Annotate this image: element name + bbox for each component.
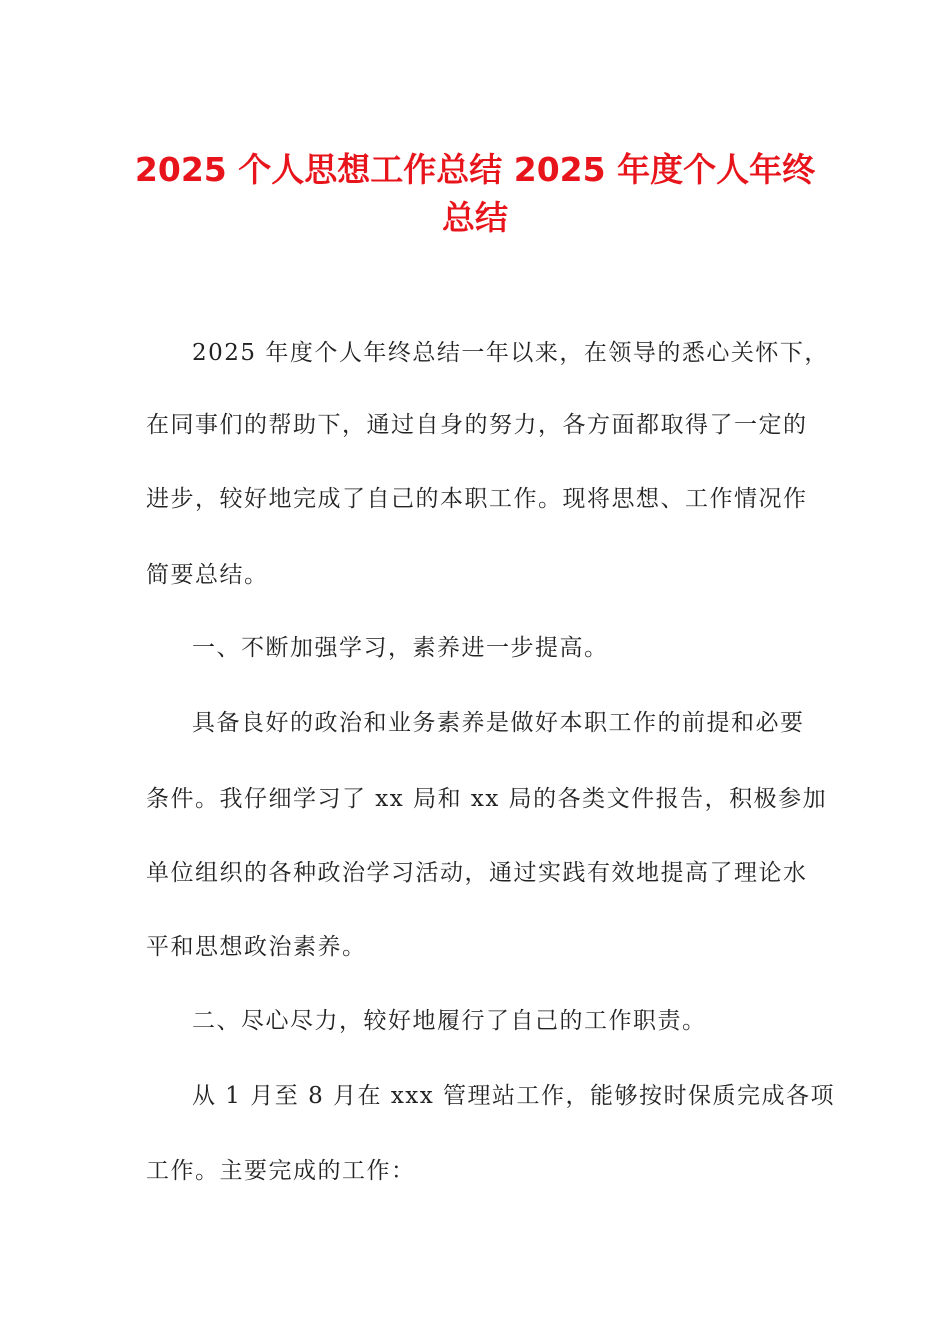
section-heading-2: 二、尽心尽力，较好地履行了自己的工作职责。 [192,1008,707,1034]
paragraph-line: 从 1 月至 8 月在 xxx 管理站工作，能够按时保质完成各项 [192,1083,836,1109]
paragraph-line: 简要总结。 [146,562,269,588]
paragraph-line: 平和思想政治素养。 [146,934,367,960]
section-heading-1: 一、不断加强学习，素养进一步提高。 [192,635,609,661]
document-title-line-1: 2025 个人思想工作总结 2025 年度个人年终 [134,150,816,189]
document-title-line-2: 总结 [442,198,508,237]
paragraph-line: 在同事们的帮助下，通过自身的努力，各方面都取得了一定的 [146,412,808,438]
paragraph-line: 单位组织的各种政治学习活动，通过实践有效地提高了理论水 [146,860,808,886]
paragraph-line: 工作。主要完成的工作： [146,1158,416,1184]
paragraph-line: 2025 年度个人年终总结一年以来，在领导的悉心关怀下， [192,340,829,366]
paragraph-line: 条件。我仔细学习了 xx 局和 xx 局的各类文件报告，积极参加 [146,786,828,812]
paragraph-line: 具备良好的政治和业务素养是做好本职工作的前提和必要 [192,710,805,736]
paragraph-line: 进步，较好地完成了自己的本职工作。现将思想、工作情况作 [146,486,808,512]
